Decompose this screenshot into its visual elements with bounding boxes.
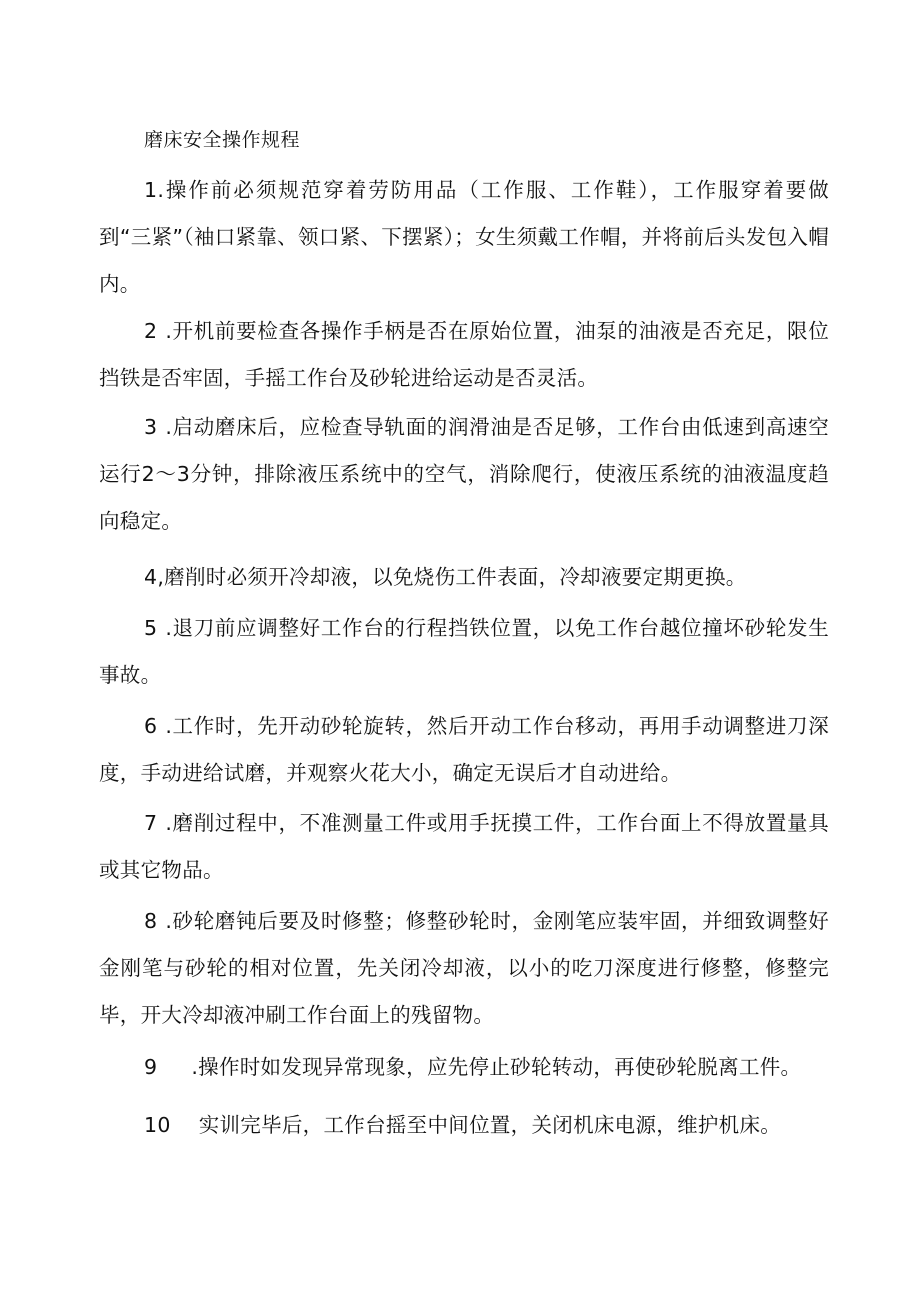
rule-item-6 [99, 703, 829, 797]
rule-item-3 [99, 404, 829, 545]
rule-item-9 [99, 1044, 829, 1091]
rule-text: .工作时，先开动砂轮旋转，然后开动工作台移动，再用手动调整进刀深度，手动进给试磨，并观察火花大小，确定无误后才自动进给。 [99, 714, 829, 785]
rule-number: 5 [144, 616, 158, 640]
rule-item-8 [99, 898, 829, 1039]
rule-item-10 [99, 1102, 829, 1149]
rule-text: .启动磨床后，应检查导轨面的润滑油是否足够，工作台由低速到高速空运行2～3分钟，排除液压系统中的空气，消除爬行，使液压系统的油液温度趋向稳定。 [99, 415, 829, 533]
rule-text: .操作时如发现异常现象，应先停止砂轮转动，再使砂轮脱离工件。 [191, 1055, 802, 1079]
rule-item-7 [99, 800, 829, 894]
rule-text: .磨削过程中，不准测量工件或用手抚摸工件，工作台面上不得放置量具或其它物品。 [99, 811, 829, 882]
rule-number: 3 [144, 415, 158, 439]
rule-item-2 [99, 308, 829, 402]
rule-text: .砂轮磨钝后要及时修整；修整砂轮时，金刚笔应装牢固，并细致调整好金刚笔与砂轮的相对位置，先关闭冷却液，以小的吃刀深度进行修整，修整完毕，开大冷却液冲刷工作台面上的残留物。 [99, 909, 829, 1027]
rule-text: 磨削时必须开冷却液，以免烧伤工件表面，冷却液要定期更换。 [164, 565, 747, 589]
rule-number: 4, [144, 565, 165, 589]
rule-number: 7 [144, 811, 158, 835]
rule-number: 9 [144, 1055, 158, 1079]
rule-text: .退刀前应调整好工作台的行程挡铁位置，以免工作台越位撞坏砂轮发生事故。 [99, 616, 829, 687]
rule-item-1 [99, 167, 829, 308]
rule-text: .开机前要检查各操作手柄是否在原始位置，油泵的油液是否充足，限位挡铁是否牢固，手摇工作台及砂轮进给运动是否灵活。 [99, 319, 829, 390]
rule-number: 10 [144, 1113, 171, 1137]
rule-item-4 [99, 554, 829, 601]
rule-number: 8 [144, 909, 158, 933]
rule-number: 6 [144, 714, 158, 738]
rule-text: 操作前必须规范穿着劳防用品（工作服、工作鞋），工作服穿着要做到“三紧”（袖口紧靠、领口紧、下摆紧）；女生须戴工作帽，并将前后头发包入帽内。 [99, 178, 829, 296]
rule-number: 2 [144, 319, 158, 343]
rule-item-5 [99, 605, 829, 699]
rule-number: 1. [144, 178, 165, 202]
document-title: 磨床安全操作规程 [144, 129, 301, 151]
rule-text: 实训完毕后，工作台摇至中间位置，关闭机床电源，维护机床。 [198, 1113, 782, 1137]
